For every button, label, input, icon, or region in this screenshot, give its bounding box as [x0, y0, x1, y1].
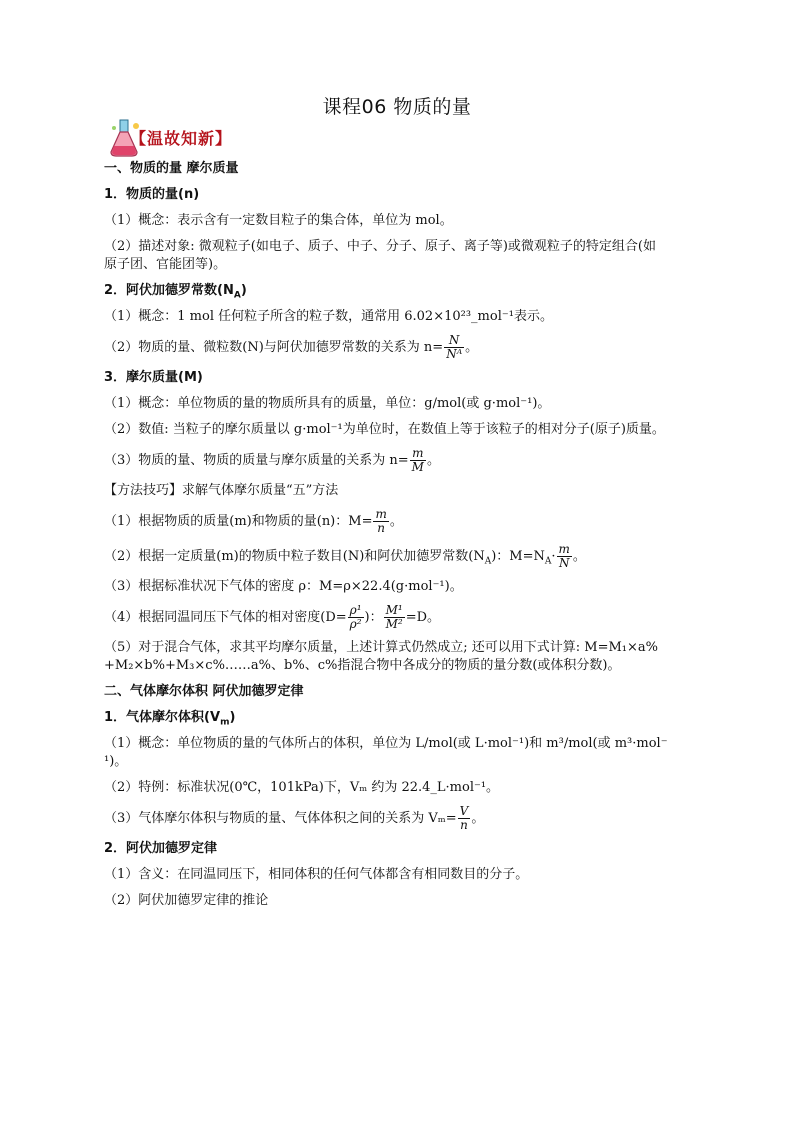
- fraction: $\frac{m}{N}$: [558, 542, 570, 570]
- paragraph: （1）含义：在同温同压下，相同体积的任何气体都含有相同数目的分子。: [104, 867, 529, 882]
- paragraph: （2）数值: 当粒子的摩尔质量以 g·mol⁻¹为单位时，在数值上等于该粒子的相对分子(原子)质量。: [104, 422, 665, 437]
- paragraph: （5）对于混合气体，求其平均摩尔质量，上述计算式仍然成立; 还可以用下式计算: M=M₁×a%: [104, 640, 659, 655]
- fraction: $\frac{\text{ρ¹}}{\text{ρ²}}$: [349, 603, 362, 631]
- paragraph: （1）概念：1 mol 任何粒子所含的粒子数，通常用 6.02×10²³_mol⁻¹表示。: [104, 309, 553, 324]
- paragraph: （2）阿伏加德罗定律的推论: [104, 893, 269, 908]
- paragraph: （3）根据标准状况下气体的密度 ρ：M=ρ×22.4(g·mol⁻¹)。: [104, 579, 463, 594]
- paragraph: +M₂×b%+M₃×c%……a%、b%、c%指混合物中各成分的物质的量分数(或体积分数)。: [104, 658, 621, 673]
- paragraph: （2）特例：标准状况(0℃，101kPa)下，Vₘ 约为 22.4_L·mol⁻¹。: [104, 780, 500, 795]
- paragraph: ¹)。: [104, 754, 128, 769]
- formula-line: （3）气体摩尔体积与物质的量、气体体积之间的关系为 Vₘ= $\frac{V}{n}$ 。: [104, 804, 485, 832]
- formula-line: （1）根据物质的质量(m)和物质的量(n)：M= $\frac{m}{n}$ 。: [104, 507, 403, 535]
- paragraph: （1）概念：单位物质的量的气体所占的体积，单位为 L/mol(或 L·mol⁻¹)和 m³/mol(或 m³·mol⁻: [104, 736, 668, 751]
- formula-line: （2）物质的量、微粒数(N)与阿伏加德罗常数的关系为 n= $\frac{N}{\text{Nᴬ}}$ 。: [104, 333, 479, 361]
- formula-line: （4）根据同温同压下气体的相对密度(D= $\frac{\text{ρ¹}}{\text{ρ²}}$ )： $\frac{\text{M¹}}{\text{M²}}$ =D。: [104, 603, 441, 631]
- subheading-molar-volume: 1．气体摩尔体积$(V_m)$: [104, 710, 236, 728]
- fraction: $\frac{m}{M}$: [411, 446, 424, 474]
- banner-label: 【温故知新】: [130, 129, 233, 148]
- subheading-avogadro-law: 2．阿伏加德罗定律: [104, 841, 218, 856]
- subheading-amount-of-substance: 1．物质的量(n): [104, 187, 200, 202]
- paragraph: 原子团、官能团等)。: [104, 257, 227, 272]
- paragraph: （1）概念：单位物质的量的物质所具有的质量，单位：g/mol(或 g·mol⁻¹)。: [104, 396, 551, 411]
- fraction: $\frac{N}{\text{Nᴬ}}$: [446, 333, 463, 361]
- subheading-molar-mass: 3．摩尔质量(M): [104, 370, 203, 385]
- formula-line: （2）根据一定质量(m)的物质中粒子数目(N)和阿伏加德罗常数$(N_A)$：$M=N_A\cdot$ $\frac{m}{N}$ 。: [104, 542, 586, 570]
- content-body: [104, 160, 704, 910]
- fraction: $\frac{V}{n}$: [459, 804, 469, 832]
- paragraph: （1）概念：表示含有一定数目粒子的集合体，单位为 mol。: [104, 213, 453, 228]
- fraction: $\frac{m}{n}$: [375, 507, 387, 535]
- section-heading-1: 一、物质的量 摩尔质量: [104, 161, 239, 176]
- page-title: 课程06 物质的量: [322, 96, 472, 118]
- review-banner: [108, 118, 278, 158]
- formula-line: （3）物质的量、物质的质量与摩尔质量的关系为 n= $\frac{m}{M}$ 。: [104, 446, 440, 474]
- method-tip-heading: 【方法技巧】求解气体摩尔质量“五”方法: [104, 483, 339, 498]
- subheading-avogadro-constant: 2．阿伏加德罗常数$(N_A)$: [104, 283, 247, 301]
- section-heading-2: 二、气体摩尔体积 阿伏加德罗定律: [104, 684, 304, 699]
- paragraph: （2）描述对象: 微观粒子(如电子、质子、中子、分子、原子、离子等)或微观粒子的特定组合(如: [104, 239, 656, 254]
- fraction: $\frac{\text{M¹}}{\text{M²}}$: [385, 603, 403, 631]
